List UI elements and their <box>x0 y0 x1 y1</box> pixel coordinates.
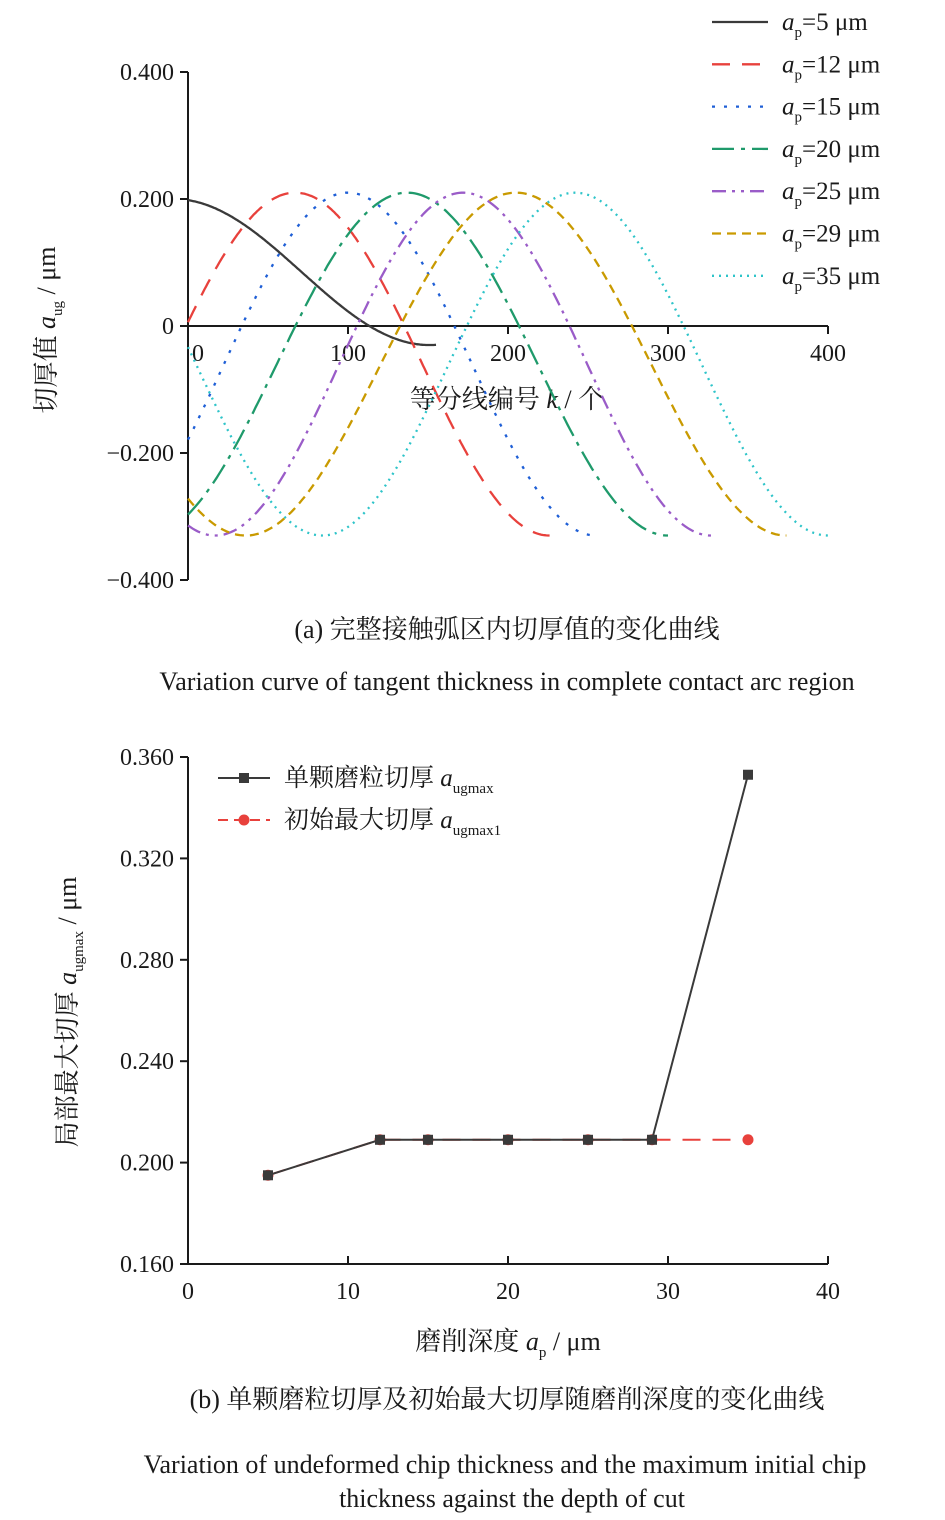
b-x-tick-label: 10 <box>336 1279 360 1305</box>
b-y-tick-label: 0.240 <box>120 1049 174 1076</box>
b-legend-marker-circle <box>239 815 250 826</box>
b-point-square <box>375 1135 385 1145</box>
b-y-tick-label: 0.320 <box>120 846 174 873</box>
b-x-tick-label: 0 <box>182 1279 194 1305</box>
a-x-tick-label: 200 <box>490 341 526 367</box>
caption-a-cn: (a) 完整接触弧区内切厚值的变化曲线 <box>294 615 720 644</box>
b-point-square <box>503 1135 513 1145</box>
a-x-axis-title: 等分线编号 k / 个 <box>409 385 605 414</box>
chart-b <box>53 745 840 1361</box>
chart-a <box>32 9 881 594</box>
b-point-circle <box>743 1134 754 1145</box>
a-x-tick-label: 100 <box>330 341 366 367</box>
a-series-line-ap5 <box>188 200 436 345</box>
b-x-tick-label: 20 <box>496 1279 520 1305</box>
b-point-square <box>263 1170 273 1180</box>
b-y-tick-label: 0.160 <box>120 1252 174 1278</box>
a-y-tick-label: −0.400 <box>106 568 174 594</box>
a-series-line-ap25 <box>188 193 711 536</box>
a-x-tick-label: 300 <box>650 341 686 367</box>
a-y-tick-label: −0.200 <box>106 441 174 467</box>
caption-a-en: Variation curve of tangent thickness in complete contact arc region <box>159 667 855 696</box>
a-legend-label-ap5: $a_p=5$ μm <box>782 9 868 41</box>
b-point-square <box>647 1135 657 1145</box>
a-legend-label-ap20: $a_p=20$ μm <box>782 135 881 168</box>
a-x-tick-label: 0 <box>192 341 204 367</box>
b-y-tick-label: 0.280 <box>120 947 174 974</box>
b-point-square <box>423 1135 433 1145</box>
a-series-line-ap20 <box>188 193 668 536</box>
a-legend-label-ap35: $a_p=35$ μm <box>782 262 881 295</box>
b-y-tick-label: 0.360 <box>120 745 174 771</box>
caption-b-en-line2: thickness against the depth of cut <box>339 1484 685 1513</box>
a-x-tick-label: 400 <box>810 341 846 367</box>
b-y-axis-title: 局部最大切厚 $a_{ugmax}$ / μm <box>53 876 87 1148</box>
caption-b-cn: (b) 单颗磨粒切厚及初始最大切厚随磨削深度的变化曲线 <box>189 1385 825 1414</box>
b-x-axis-title: 磨削深度 $a_p$ / μm <box>415 1327 601 1361</box>
b-legend-label-series_black: 单颗磨粒切厚 $a_{ugmax}$ <box>284 765 494 797</box>
a-legend-label-ap15: $a_p=15$ μm <box>782 93 881 126</box>
a-y-tick-label: 0.200 <box>120 187 174 213</box>
b-series-line-series_black <box>268 775 748 1176</box>
a-series-line-ap15 <box>188 193 596 536</box>
b-legend-marker-square <box>239 773 249 783</box>
b-legend-label-series_red: 初始最大切厚 $a_{ugmax1}$ <box>284 807 502 839</box>
b-x-tick-label: 40 <box>816 1279 840 1305</box>
a-legend-label-ap25: $a_p=25$ μm <box>782 178 881 211</box>
a-y-tick-label: 0 <box>162 314 174 340</box>
caption-b-en-line1: Variation of undeformed chip thickness and the maximum initial chip <box>143 1450 867 1479</box>
a-legend-label-ap12: $a_p=12$ μm <box>782 51 881 84</box>
a-legend-label-ap29: $a_p=29$ μm <box>782 220 881 253</box>
a-y-axis-title: 切厚值 $a_{ug}$ / μm <box>32 246 66 414</box>
a-y-tick-label: 0.400 <box>120 60 174 86</box>
b-x-tick-label: 30 <box>656 1279 680 1305</box>
b-point-square <box>583 1135 593 1145</box>
b-y-tick-label: 0.200 <box>120 1150 174 1177</box>
b-point-square <box>743 770 753 780</box>
